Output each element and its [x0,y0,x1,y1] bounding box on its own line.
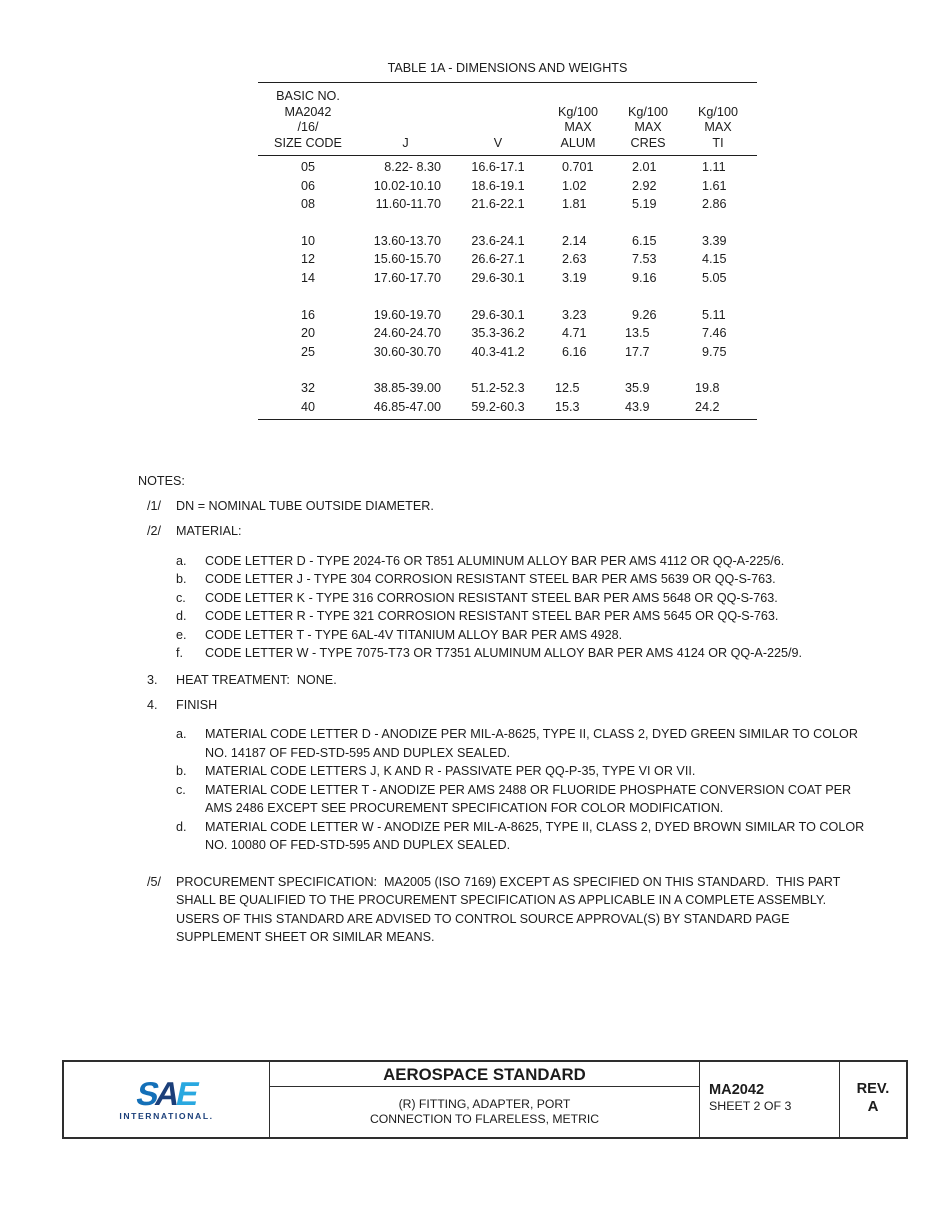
notes-list [138,497,878,947]
table-header [258,86,753,152]
note-text [176,696,878,715]
table-group-spacer [258,288,753,306]
note-marker: e. [176,627,187,642]
sheet-indicator: SHEET 2 OF 3 [709,1099,792,1113]
revision-value: A [867,1098,879,1115]
table-cell-size-code: 40 [300,399,315,414]
notes-section [138,472,878,947]
table-cell-size-code: 08 [300,197,315,212]
table-cell: 43 .9 [624,399,650,414]
sae-logo-subtext: INTERNATIONAL. [119,1110,214,1121]
revision-label: REV. [856,1081,890,1097]
note-subitem [176,570,878,589]
table-cell: 3 .23 [561,307,587,322]
table-row [258,177,753,196]
note-item [147,522,878,541]
table-cell-size-code: 05 [300,160,315,174]
footer-number-cell [700,1062,840,1137]
table-cell-j: 17.60-17.70 [373,270,441,285]
sae-logo-letter-s: S [133,1074,161,1112]
table-cell: 24 .2 [694,399,720,414]
table-row [258,250,753,269]
column-header-v: V [493,136,503,151]
note-subitem [176,781,878,818]
table-cell: 3 .39 [701,233,727,248]
table-cell-v: 59.2-60.3 [471,399,525,414]
note-marker: 4. [147,697,158,712]
table-cell-size-code: 14 [300,270,315,285]
table-cell-v: 26.6-27.1 [471,252,525,267]
note-text [176,522,878,541]
table-cell: 13 .5 [624,326,650,341]
table-cell: 6 .15 [631,233,657,248]
note-subitem [176,725,878,762]
table-cell: 15 .3 [554,399,580,414]
footer-title-block [62,1060,908,1139]
table-cell: 3 .19 [561,270,587,285]
table-title: TABLE 1A - DIMENSIONS AND WEIGHTS [387,61,628,75]
table-cell: 2 .63 [561,252,587,267]
note-line: HEAT TREATMENT: NONE. [176,672,337,687]
table-cell: 9 .16 [631,270,657,285]
header-line: Kg/100 [558,104,598,119]
table-cell-j: 30.60-30.70 [373,344,441,359]
footer-title-divider [270,1086,699,1087]
note-marker: c. [176,782,186,797]
note-marker: 3. [147,672,158,687]
note-text [205,626,878,645]
note-text [205,818,878,855]
sae-logo-letter-a: A [152,1074,181,1112]
note-text [176,497,878,516]
table-cell: 17 .7 [624,344,650,359]
note-subitem [176,552,878,571]
header-line: MAX [704,120,732,135]
column-header-j: J [402,136,409,151]
table-cell-size-code: 10 [300,233,315,248]
table-cell: 9 .75 [701,344,727,359]
note-line: MATERIAL: [176,524,242,538]
table-cell-j: 8.22- 8.30 [384,160,441,174]
table-cell: 1 .11 [701,160,726,174]
table-cell: 0 .701 [561,160,594,174]
note-line: CODE LETTER R - TYPE 321 CORROSION RESISTANT STEEL BAR PER AMS 5645 OR QQ-S-763. [205,609,779,623]
note-marker: /1/ [147,499,162,513]
note-subitem [176,762,878,781]
table-rule-top [258,82,757,83]
note-marker: /5/ [147,874,162,889]
table-cell-v: 29.6-30.1 [471,270,525,285]
table-cell-size-code: 25 [300,344,315,359]
sae-logo-letter-e: E [173,1074,200,1112]
table-rule-bottom [258,419,757,420]
note-subitem [176,626,878,645]
note-sublist [176,552,878,663]
note-marker: f. [176,646,183,660]
column-header-ti [683,105,753,152]
header-line: TI [712,136,724,151]
sae-logo [64,1062,270,1137]
table-cell: 35 .9 [624,381,650,396]
table-cell: 5 .19 [631,197,657,212]
note-text [176,671,878,690]
note-marker: a. [176,727,187,741]
table-row [258,232,753,251]
table-body [258,158,753,417]
header-line: SIZE CODE [274,136,342,151]
note-marker: /2/ [147,524,162,538]
table-cell: 9 .26 [631,307,657,322]
table-cell: 2 .92 [631,178,657,193]
note-line: CODE LETTER D - TYPE 2024-T6 OR T851 ALUMINUM ALLOY BAR PER AMS 4112 OR QQ-A-225/6. [205,553,785,568]
table-cell: 7 .53 [631,252,657,267]
note-text [205,781,878,818]
note-marker: b. [176,572,187,586]
table-cell-j: 11.60-11.70 [375,197,441,212]
note-line: DN = NOMINAL TUBE OUTSIDE DIAMETER. [176,499,434,513]
note-text [205,607,878,626]
table-group-spacer [258,214,753,232]
note-marker: d. [176,609,187,623]
document-subtitle-line1: (R) FITTING, ADAPTER, PORT [398,1097,571,1111]
header-line: /16/ [297,120,319,135]
header-line: CRES [630,136,666,151]
table-cell: 5 .05 [701,270,727,285]
table-cell-size-code: 20 [300,326,315,341]
table-cell-j: 19.60-19.70 [373,307,441,322]
table-cell-v: 35.3-36.2 [471,326,525,341]
table-cell-v: 40.3-41.2 [471,344,525,359]
note-line: MATERIAL CODE LETTER D - ANODIZE PER MIL-A-8625, TYPE II, CLASS 2, DYED GREEN SIMILAR TO COLOR [205,727,858,741]
note-text [205,589,878,608]
note-line: CODE LETTER K - TYPE 316 CORROSION RESISTANT STEEL BAR PER AMS 5648 OR QQ-S-763. [205,590,778,605]
note-line: MATERIAL CODE LETTER T - ANODIZE PER AMS 2488 OR FLUORIDE PHOSPHATE CONVERSION COAT PER [205,782,852,797]
table-row [258,306,753,325]
table-row [258,324,753,343]
column-header-size-code [258,89,358,152]
table-cell-v: 18.6-19.1 [471,178,525,193]
note-subitem [176,607,878,626]
table-cell-j: 24.60-24.70 [373,326,441,341]
table-cell: 7 .46 [701,326,727,341]
note-line: SUPPLEMENT SHEET OR SIMILAR MEANS. [176,930,435,944]
table-cell: 1 .61 [701,178,727,193]
table-group-spacer [258,361,753,379]
note-line: AMS 2486 EXCEPT SEE PROCUREMENT SPECIFICATION FOR COLOR MODIFICATION. [205,801,724,815]
table-cell: 1 .81 [561,197,587,212]
note-subitem [176,644,878,663]
note-item [147,873,878,947]
table-cell-size-code: 12 [300,252,315,267]
note-item [147,497,878,516]
column-header-alum [543,105,613,152]
table-row [258,398,753,417]
table-cell-j: 38.85-39.00 [373,381,441,396]
table-cell: 6 .16 [561,344,587,359]
document-subtitle-line2: CONNECTION TO FLARELESS, METRIC [369,1112,600,1126]
note-text [205,762,878,781]
notes-heading: NOTES: [138,474,185,488]
table-cell-v: 23.6-24.1 [471,233,525,248]
header-line: Kg/100 [628,104,668,119]
table-cell: 4 .71 [561,326,587,341]
note-line: CODE LETTER T - TYPE 6AL-4V TITANIUM ALLOY BAR PER AMS 4928. [205,627,623,642]
note-line: NO. 14187 OF FED-STD-595 AND DUPLEX SEALED. [205,745,511,760]
table-row [258,379,753,398]
note-text [205,725,878,762]
note-line: MATERIAL CODE LETTER W - ANODIZE PER MIL-A-8625, TYPE II, CLASS 2, DYED BROWN SIMILAR TO COLOR [205,819,865,834]
table-row [258,158,753,177]
note-line: CODE LETTER J - TYPE 304 CORROSION RESISTANT STEEL BAR PER AMS 5639 OR QQ-S-763. [205,572,776,586]
footer-title-cell [270,1062,700,1137]
table-cell: 12 .5 [554,381,580,396]
table-cell-j: 13.60-13.70 [373,233,441,248]
note-sublist [176,725,878,855]
table-row [258,269,753,288]
note-line: NO. 10080 OF FED-STD-595 AND DUPLEX SEALED. [205,838,511,852]
note-text [176,873,878,947]
table-cell-v: 21.6-22.1 [471,197,525,212]
note-line: PROCUREMENT SPECIFICATION: MA2005 (ISO 7169) EXCEPT AS SPECIFIED ON THIS STANDARD. THIS PART [176,874,841,889]
header-line: MAX [564,120,592,135]
note-line: MATERIAL CODE LETTERS J, K AND R - PASSIVATE PER QQ-P-35, TYPE VI OR VII. [205,764,696,778]
header-line: Kg/100 [698,104,738,119]
header-line: MAX [634,120,662,135]
table-cell-j: 46.85-47.00 [373,399,441,414]
document-type-title: AEROSPACE STANDARD [383,1065,586,1084]
table-cell-size-code: 06 [300,178,315,193]
note-line: FINISH [176,697,218,712]
note-item [147,671,878,690]
header-line: ALUM [560,136,596,151]
table-cell-j: 15.60-15.70 [373,252,441,267]
table-cell-v: 29.6-30.1 [471,307,525,322]
table-cell-size-code: 16 [300,307,315,322]
note-text [205,552,878,571]
table-rule-header [258,155,757,156]
table-cell-v: 16.6-17.1 [471,160,525,174]
table-cell: 19 .8 [694,381,720,396]
table-cell: 4 .15 [701,252,727,267]
note-marker: d. [176,819,187,834]
table-cell: 2 .86 [701,197,727,212]
header-line: BASIC NO. [276,88,340,103]
table-cell: 2 .14 [561,233,587,248]
note-line: SHALL BE QUALIFIED TO THE PROCUREMENT SPECIFICATION AS APPLICABLE IN A COMPLETE ASSEMBLY. [176,893,827,907]
table-row [258,343,753,362]
sae-logo-letters [133,1074,200,1112]
table-cell-j: 10.02-10.10 [373,178,441,193]
note-line: CODE LETTER W - TYPE 7075-T73 OR T7351 ALUMINUM ALLOY BAR PER AMS 4124 OR QQ-A-225/9. [205,646,803,660]
note-line: USERS OF THIS STANDARD ARE ADVISED TO CONTROL SOURCE APPROVAL(S) BY STANDARD PAGE [176,911,790,926]
table-cell: 5 .11 [701,307,726,322]
note-marker: b. [176,764,187,778]
table-row [258,195,753,214]
note-marker: a. [176,553,187,568]
note-subitem [176,589,878,608]
note-marker: c. [176,590,186,605]
table-cell-size-code: 32 [300,381,315,396]
table-cell: 1 .02 [561,178,587,193]
document-number: MA2042 [709,1082,765,1098]
note-subitem [176,818,878,855]
table-cell: 2 .01 [631,160,657,174]
note-text [205,570,878,589]
footer-revision-cell [840,1062,906,1137]
note-text [205,644,878,663]
table-cell-v: 51.2-52.3 [471,381,525,396]
column-header-cres [613,105,683,152]
header-line: MA2042 [284,104,332,119]
note-item [147,696,878,715]
